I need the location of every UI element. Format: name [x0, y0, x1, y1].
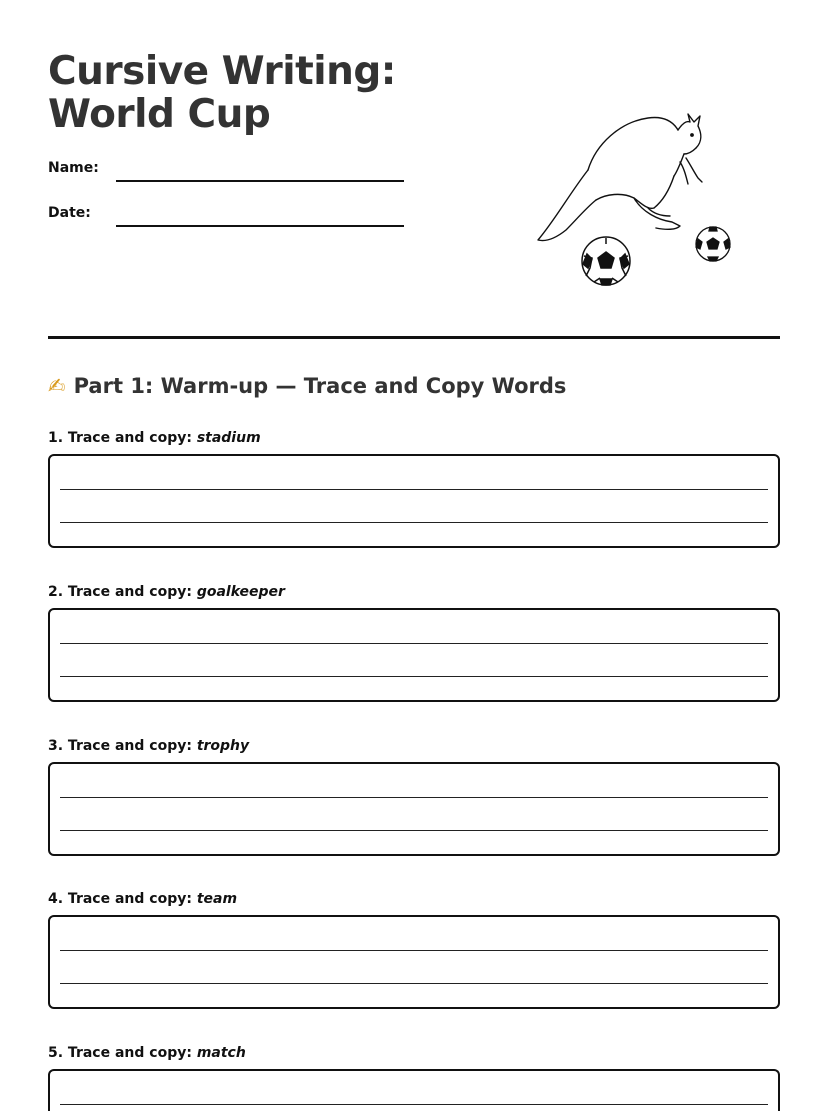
writing-box[interactable]	[48, 1069, 780, 1111]
exercise-label	[48, 1043, 780, 1063]
writing-line	[60, 797, 768, 798]
writing-line	[60, 643, 768, 644]
exercise-prefix: 2. Trace and copy:	[48, 584, 192, 600]
exercise-word: goalkeeper	[196, 584, 285, 600]
exercise-word: team	[196, 891, 238, 907]
exercise-label	[48, 889, 780, 909]
writing-line	[60, 489, 768, 490]
date-label: Date:	[48, 205, 91, 221]
exercise-label	[48, 582, 780, 602]
writing-box[interactable]	[48, 915, 780, 1009]
exercise-label	[48, 736, 780, 756]
exercise-item	[48, 889, 780, 909]
exercise-word: stadium	[196, 430, 261, 446]
kangaroo-with-soccer-balls-icon	[530, 108, 740, 293]
soccer-ball-large	[582, 237, 630, 285]
part1-heading	[48, 374, 566, 398]
exercise-word: match	[196, 1045, 246, 1061]
writing-line	[60, 676, 768, 677]
writing-line	[60, 950, 768, 951]
writing-line	[60, 1104, 768, 1105]
exercise-label	[48, 428, 780, 448]
exercise-prefix: 4. Trace and copy:	[48, 891, 192, 907]
exercise-item	[48, 1043, 780, 1063]
writing-line	[60, 983, 768, 984]
writing-line	[60, 522, 768, 523]
section-divider	[48, 336, 780, 339]
exercise-item	[48, 582, 780, 602]
exercise-item	[48, 736, 780, 756]
exercise-prefix: 1. Trace and copy:	[48, 430, 192, 446]
name-label: Name:	[48, 160, 99, 176]
exercise-word: trophy	[196, 738, 250, 754]
writing-hand-icon: ✍	[48, 374, 66, 398]
writing-line	[60, 830, 768, 831]
part1-heading-text: Part 1: Warm-up — Trace and Copy Words	[73, 374, 567, 398]
exercise-item	[48, 428, 780, 448]
exercise-prefix: 3. Trace and copy:	[48, 738, 192, 754]
writing-box[interactable]	[48, 762, 780, 856]
exercise-prefix: 5. Trace and copy:	[48, 1045, 192, 1061]
writing-box[interactable]	[48, 608, 780, 702]
date-field[interactable]	[116, 225, 404, 227]
name-field[interactable]	[116, 180, 404, 182]
writing-box[interactable]	[48, 454, 780, 548]
soccer-ball-small	[696, 227, 730, 261]
worksheet-title: Cursive Writing: World Cup	[48, 49, 396, 137]
